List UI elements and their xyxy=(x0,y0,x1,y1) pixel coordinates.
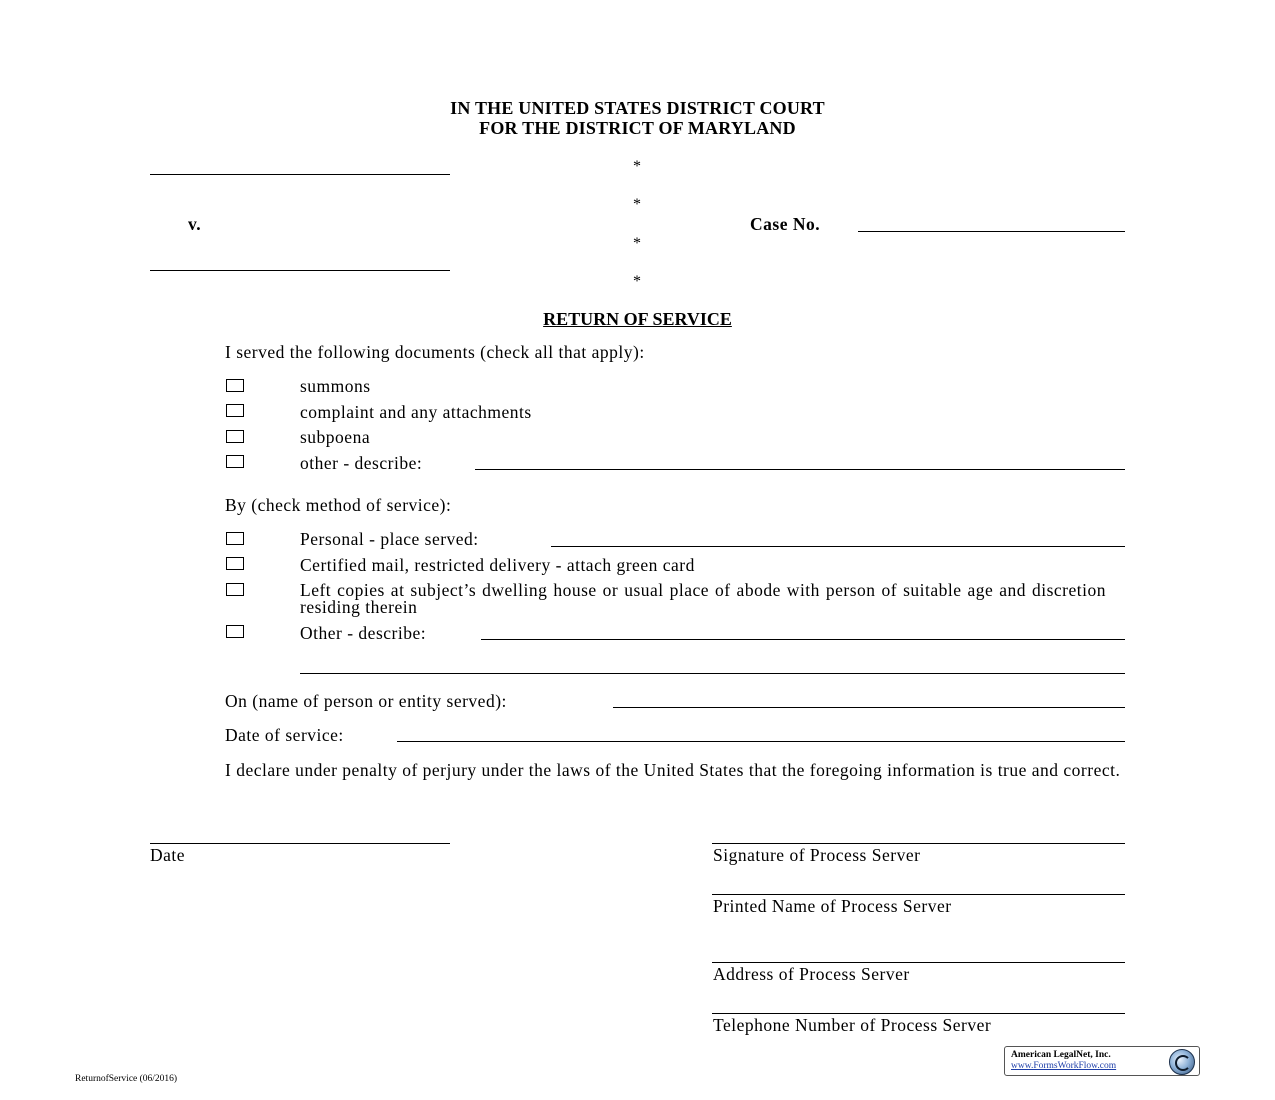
globe-icon xyxy=(1169,1049,1195,1075)
complaint-label: complaint and any attachments xyxy=(300,402,532,422)
signature-line[interactable] xyxy=(712,843,1125,844)
printed-name-label: Printed Name of Process Server xyxy=(713,896,952,916)
place-served-line[interactable] xyxy=(551,546,1125,547)
other-method-line[interactable] xyxy=(481,639,1125,640)
other-method-checkbox[interactable] xyxy=(226,625,244,638)
subpoena-label: subpoena xyxy=(300,427,371,447)
date-line[interactable] xyxy=(150,843,450,844)
publisher-url[interactable]: www.FormsWorkFlow.com xyxy=(1011,1061,1117,1071)
publisher-name: American LegalNet, Inc. xyxy=(1011,1050,1111,1060)
plaintiff-line[interactable] xyxy=(150,174,450,175)
other-document-checkbox[interactable] xyxy=(226,455,244,468)
personal-service-checkbox[interactable] xyxy=(226,532,244,545)
left-copies-checkbox[interactable] xyxy=(226,583,244,596)
served-on-label: On (name of person or entity served): xyxy=(225,691,507,711)
documents-intro: I served the following documents (check all that apply): xyxy=(225,342,645,362)
printed-name-line[interactable] xyxy=(712,894,1125,895)
form-id: ReturnofService (06/2016) xyxy=(75,1074,178,1084)
personal-service-label: Personal - place served: xyxy=(300,529,479,549)
caption-star: * xyxy=(633,158,641,175)
address-line[interactable] xyxy=(712,962,1125,963)
caption-star: * xyxy=(633,235,641,252)
telephone-line[interactable] xyxy=(712,1013,1125,1014)
date-of-service-label: Date of service: xyxy=(225,725,344,745)
court-district: FOR THE DISTRICT OF MARYLAND xyxy=(479,118,796,138)
certified-mail-label: Certified mail, restricted delivery - attach green card xyxy=(300,555,695,575)
form-title: RETURN OF SERVICE xyxy=(543,309,732,329)
certified-mail-checkbox[interactable] xyxy=(226,557,244,570)
court-name: IN THE UNITED STATES DISTRICT COURT xyxy=(450,98,825,118)
summons-checkbox[interactable] xyxy=(226,379,244,392)
left-copies-label: Left copies at subject’s dwelling house or usual place of abode with person of suitable age and discretion residing therein xyxy=(300,580,1106,617)
other-document-line[interactable] xyxy=(475,469,1125,470)
case-number-label: Case No. xyxy=(750,214,821,234)
other-document-label: other - describe: xyxy=(300,453,423,473)
versus-label: v. xyxy=(188,214,202,234)
signature-label: Signature of Process Server xyxy=(713,845,921,865)
publisher-badge[interactable] xyxy=(1004,1046,1200,1076)
caption-star: * xyxy=(633,196,641,213)
perjury-declaration: I declare under penalty of perjury under the laws of the United States that the foregoing information is true and correct. xyxy=(225,760,1121,780)
other-method-line-2[interactable] xyxy=(300,673,1125,674)
complaint-checkbox[interactable] xyxy=(226,404,244,417)
caption-star: * xyxy=(633,273,641,290)
method-intro: By (check method of service): xyxy=(225,495,452,515)
case-number-line[interactable] xyxy=(858,231,1125,232)
address-label: Address of Process Server xyxy=(713,964,910,984)
date-of-service-line[interactable] xyxy=(397,741,1125,742)
served-on-line[interactable] xyxy=(613,707,1125,708)
summons-label: summons xyxy=(300,376,371,396)
telephone-label: Telephone Number of Process Server xyxy=(713,1015,992,1035)
other-method-label: Other - describe: xyxy=(300,623,427,643)
defendant-line[interactable] xyxy=(150,270,450,271)
subpoena-checkbox[interactable] xyxy=(226,430,244,443)
date-label: Date xyxy=(150,845,186,865)
